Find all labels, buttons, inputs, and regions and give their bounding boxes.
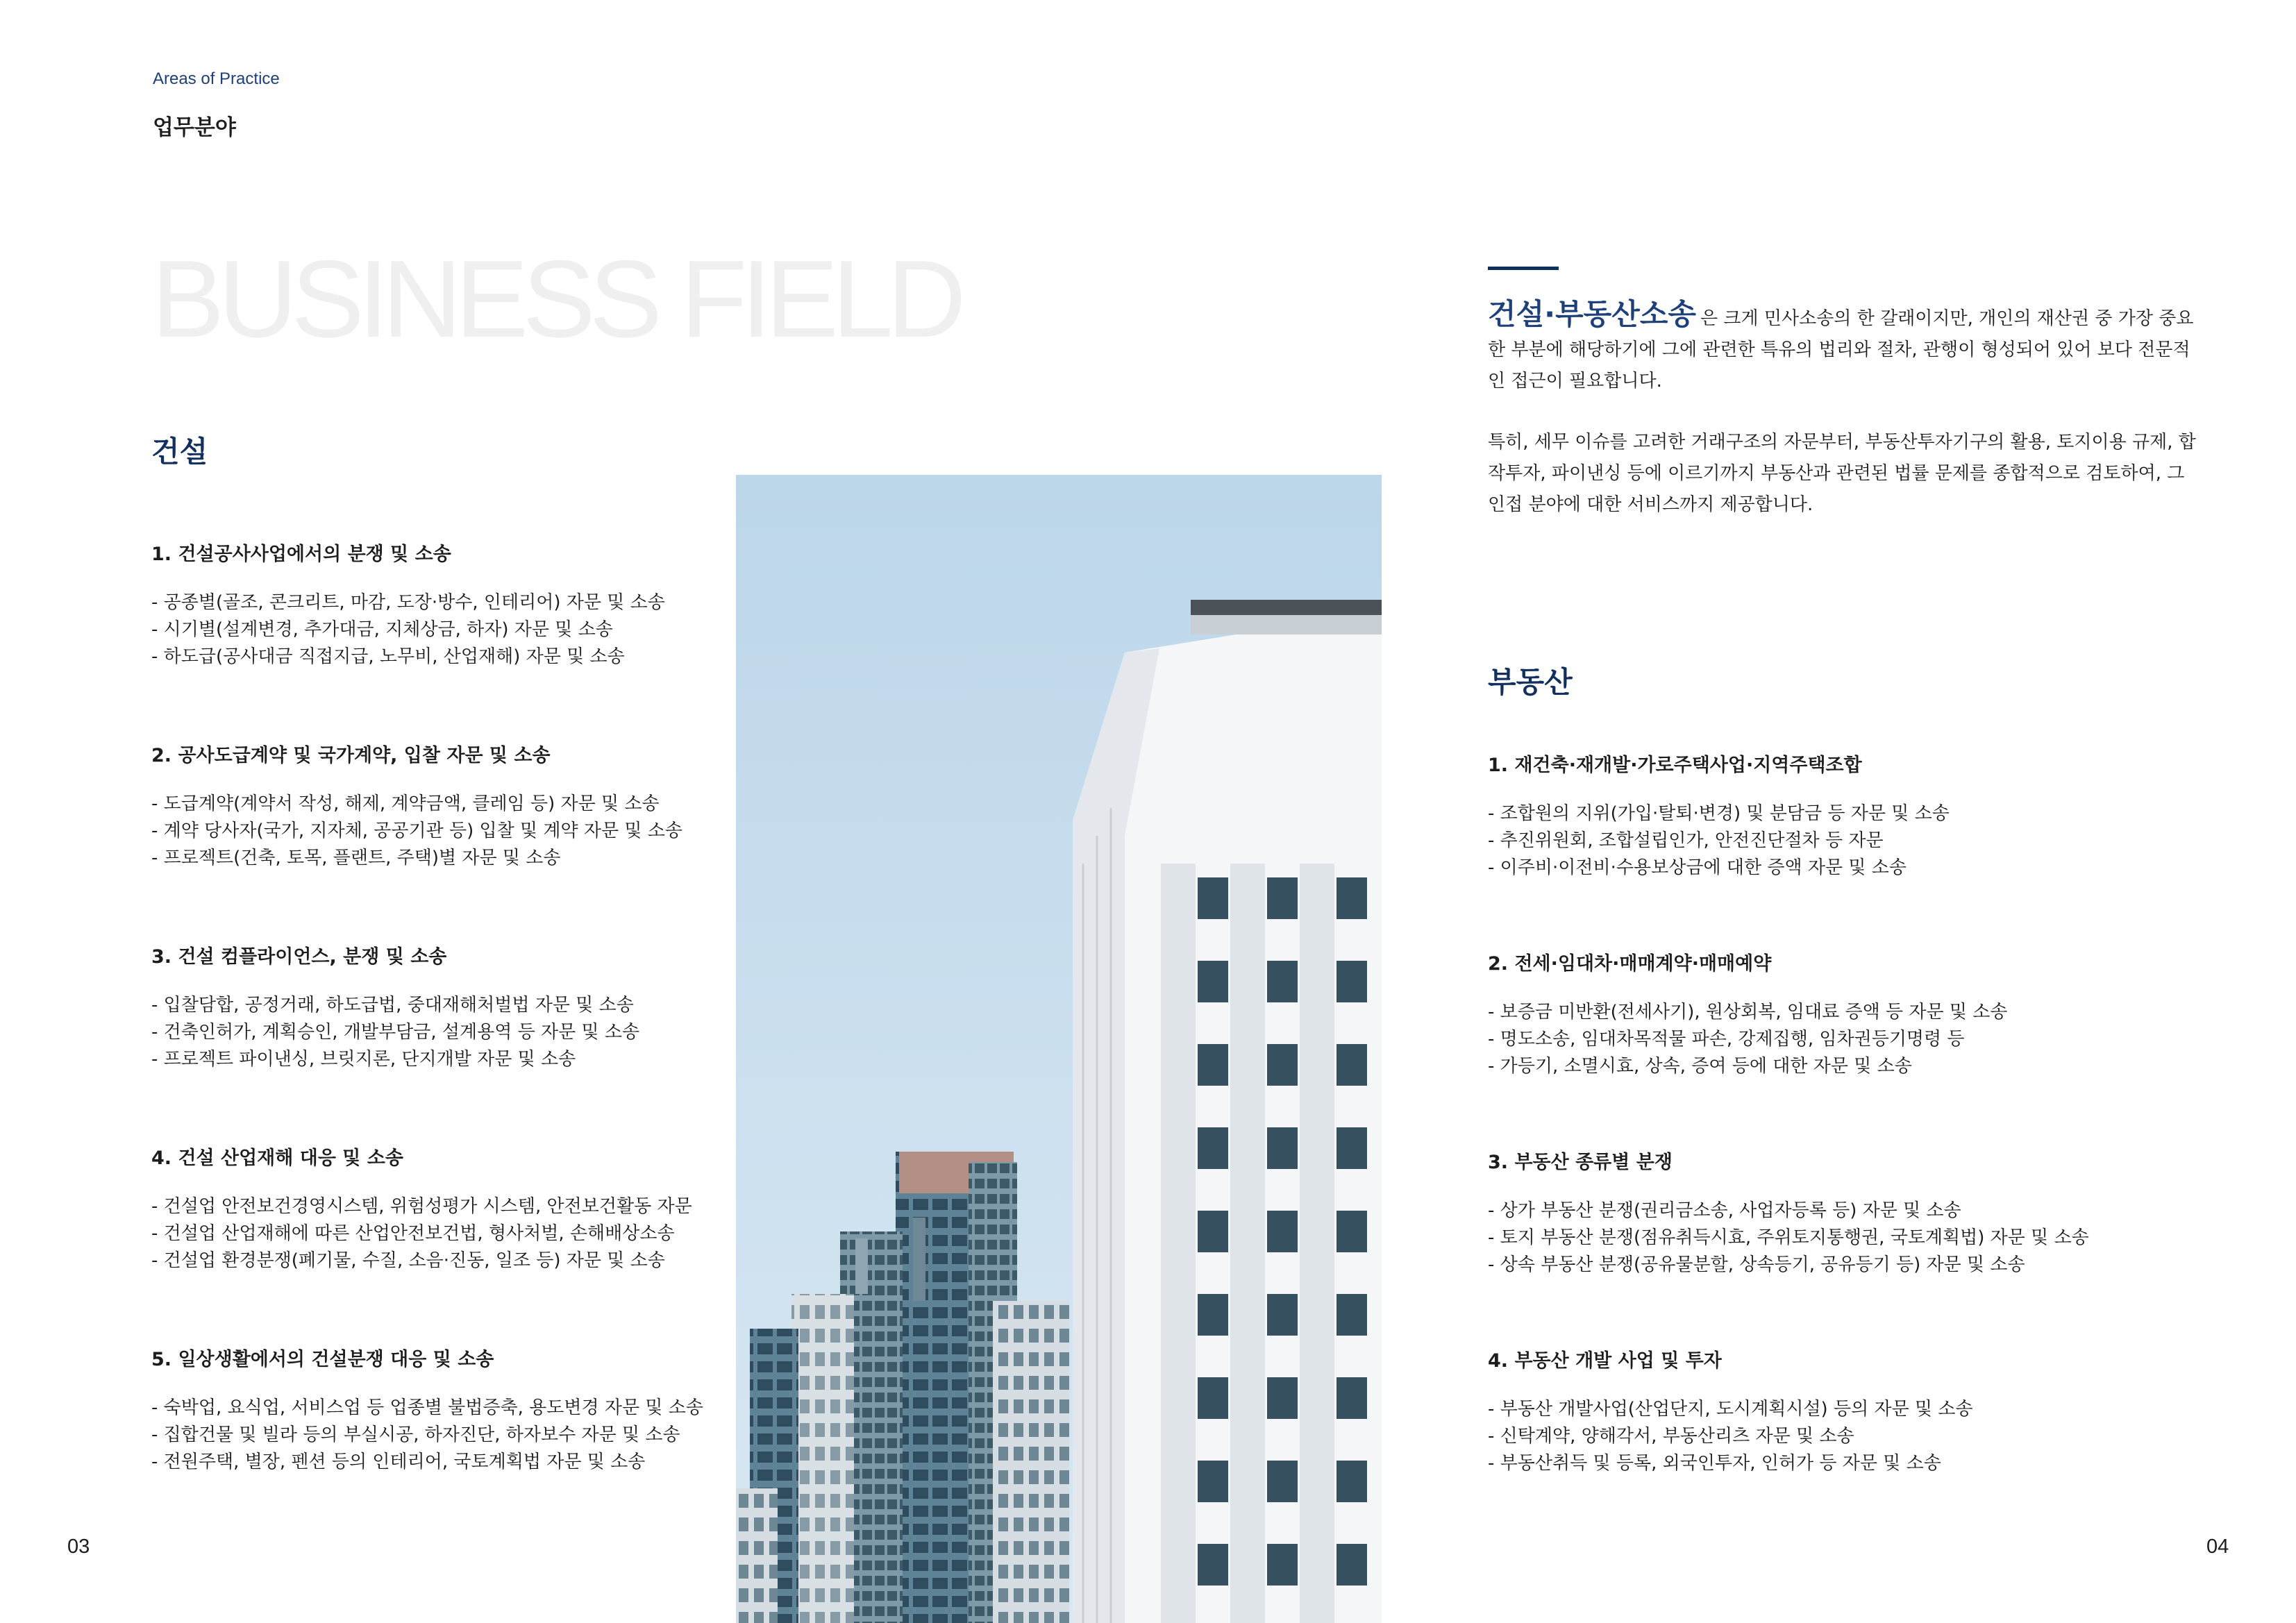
page-number-left: 03	[67, 1536, 90, 1558]
item-line: - 토지 부동산 분쟁(점유취득시효, 주위토지통행권, 국토계획법) 자문 및 소송	[1488, 1227, 2089, 1248]
page-kicker: 업무분야	[153, 115, 236, 140]
item-line: - 가등기, 소멸시효, 상속, 증여 등에 대한 자문 및 소송	[1488, 1056, 1912, 1077]
item-line: - 집합건물 및 빌라 등의 부실시공, 하자진단, 하자보수 자문 및 소송	[151, 1424, 680, 1445]
item-line: - 건설업 환경분쟁(폐기물, 수질, 소음·진동, 일조 등) 자문 및 소송	[151, 1250, 665, 1271]
item-line: - 시기별(설계변경, 추가대금, 지체상금, 하자) 자문 및 소송	[151, 619, 613, 640]
real-estate-item-3	[1488, 1147, 2113, 1279]
intro-paragraph-1	[1488, 298, 2196, 397]
page-title: BUSINESS FIELD	[151, 238, 960, 360]
item-line: - 프로젝트 파이낸싱, 브릿지론, 단지개발 자문 및 소송	[151, 1049, 576, 1070]
item-title: 5. 일상생활에서의 건설분쟁 대응 및 소송	[151, 1349, 494, 1370]
item-line: - 도급계약(계약서 작성, 해제, 계약금액, 클레임 등) 자문 및 소송	[151, 793, 660, 814]
accent-rule	[1488, 267, 1559, 270]
item-title: 1. 재건축·재개발·가로주택사업·지역주택조합	[1488, 755, 1862, 776]
item-title: 1. 건설공사사업에서의 분쟁 및 소송	[151, 544, 451, 565]
item-line: - 부동산 개발사업(산업단지, 도시계획시설) 등의 자문 및 소송	[1488, 1399, 1973, 1420]
item-line: - 추진위원회, 조합설립인가, 안전진단절차 등 자문	[1488, 830, 1884, 851]
item-title: 4. 부동산 개발 사업 및 투자	[1488, 1350, 1722, 1372]
intro-text-rest: 은 크게 민사소송의 한 갈래이지만, 개인의 재산권 중 가장 중요한 부분에 해당하기에 그에 관련한 특유의 법리와 절차, 관행이 형성되어 있어 보다 전문적인 접근이 필요합니다.	[1488, 308, 2194, 392]
item-line: - 명도소송, 임대차목적물 파손, 강제집행, 임차권등기명령 등	[1488, 1029, 1965, 1050]
item-line: - 건설업 안전보건경영시스템, 위험성평가 시스템, 안전보건활동 자문	[151, 1196, 692, 1217]
item-title: 4. 건설 산업재해 대응 및 소송	[151, 1147, 403, 1169]
real-estate-section-title: 부동산	[1488, 665, 1573, 699]
construction-section-title: 건설	[151, 435, 208, 469]
item-line: - 공종별(골조, 콘크리트, 마감, 도장·방수, 인테리어) 자문 및 소송	[151, 592, 665, 613]
item-title: 2. 공사도급계약 및 국가계약, 입찰 자문 및 소송	[151, 745, 551, 766]
item-line: - 상속 부동산 분쟁(공유물분할, 상속등기, 공유등기 등) 자문 및 소송	[1488, 1254, 2025, 1275]
intro-highlight: 건설·부동산소송	[1488, 297, 1696, 331]
item-line: - 건축인허가, 계획승인, 개발부담금, 설계용역 등 자문 및 소송	[151, 1022, 640, 1043]
item-line: - 하도급(공사대금 직접지급, 노무비, 산업재해) 자문 및 소송	[151, 646, 625, 667]
item-line: - 이주비·이전비·수용보상금에 대한 증액 자문 및 소송	[1488, 857, 1907, 878]
item-title: 3. 건설 컴플라이언스, 분쟁 및 소송	[151, 946, 447, 968]
building-photo	[736, 475, 1382, 1623]
item-line: - 전원주택, 별장, 펜션 등의 인테리어, 국토계획법 자문 및 소송	[151, 1452, 646, 1472]
item-title: 2. 전세·임대차·매매계약·매매예약	[1488, 953, 1772, 975]
real-estate-item-4	[1488, 1345, 2113, 1477]
item-line: - 보증금 미반환(전세사기), 원상회복, 임대료 증액 등 자문 및 소송	[1488, 1002, 2008, 1023]
item-title: 3. 부동산 종류별 분쟁	[1488, 1152, 1673, 1173]
item-line: - 계약 당사자(국가, 지자체, 공공기관 등) 입찰 및 계약 자문 및 소송	[151, 821, 683, 841]
eyebrow-label: Areas of Practice	[153, 69, 280, 88]
construction-item-3	[151, 941, 776, 1073]
item-line: - 입찰담합, 공정거래, 하도급법, 중대재해처벌법 자문 및 소송	[151, 995, 634, 1016]
construction-item-5	[151, 1344, 776, 1476]
item-line: - 조합원의 지위(가입·탈퇴·변경) 및 분담금 등 자문 및 소송	[1488, 803, 1950, 824]
real-estate-item-2	[1488, 948, 2113, 1080]
construction-item-2	[151, 740, 776, 872]
item-line: - 상가 부동산 분쟁(권리금소송, 사업자등록 등) 자문 및 소송	[1488, 1200, 1961, 1221]
item-line: - 부동산취득 및 등록, 외국인투자, 인허가 등 자문 및 소송	[1488, 1453, 1941, 1474]
item-line: - 프로젝트(건축, 토목, 플랜트, 주택)별 자문 및 소송	[151, 848, 561, 868]
intro-paragraph-2: 특히, 세무 이슈를 고려한 거래구조의 자문부터, 부동산투자기구의 활용, 토지이용 규제, 합작투자, 파이낸싱 등에 이르기까지 부동산과 관련된 법률 문제를 종합적으로 검토하여, 그 인접 분야에 대한 서비스까지 제공합니다.	[1488, 432, 2196, 515]
item-line: - 신탁계약, 양해각서, 부동산리츠 자문 및 소송	[1488, 1426, 1854, 1447]
intro-text	[1488, 298, 2196, 521]
item-line: - 숙박업, 요식업, 서비스업 등 업종별 불법증축, 용도변경 자문 및 소송	[151, 1397, 703, 1418]
real-estate-item-1	[1488, 750, 2113, 882]
item-line: - 건설업 산업재해에 따른 산업안전보건법, 형사처벌, 손해배상소송	[151, 1223, 675, 1244]
construction-item-1	[151, 539, 776, 671]
construction-item-4	[151, 1143, 776, 1275]
page-number-right: 04	[2206, 1536, 2229, 1558]
